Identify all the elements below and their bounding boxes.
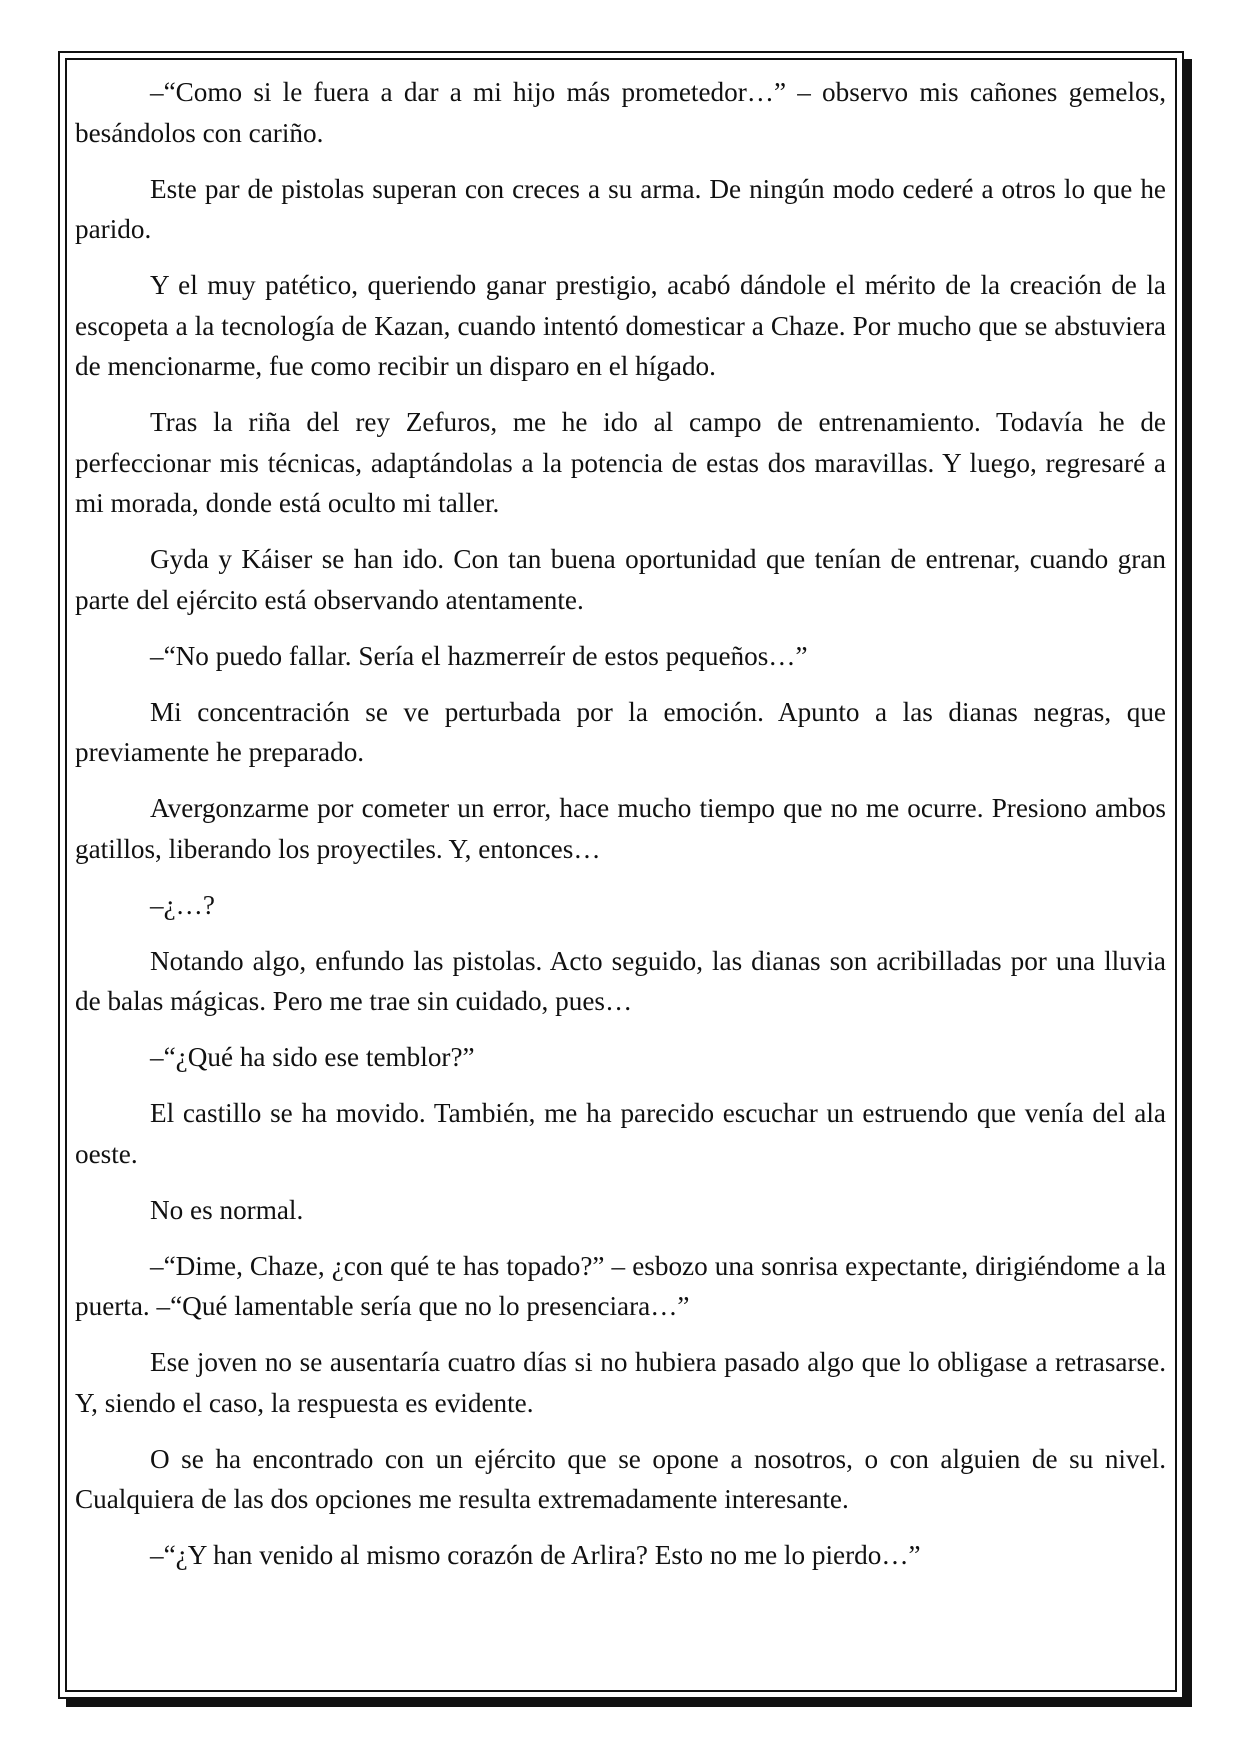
paragraph-13: No es normal. [150,1194,304,1225]
paragraph-17: –“¿Y han venido al mismo corazón de Arlira? Esto no me lo pierdo…” [150,1540,921,1570]
paragraph-16: O se ha encontrado con un ejército que se opone a nosotros, o con alguien de su nivel. Cualquiera de las dos opciones me resulta extremadamente interesante. [75,1443,1166,1514]
paragraph-8: Avergonzarme por cometer un error, hace mucho tiempo que no me ocurre. Presiono ambos gatillos, liberando los proyectiles. Y, entonces… [75,793,1166,864]
paragraph-3: Y el muy patético, queriendo ganar prestigio, acabó dándole el mérito de la creación de la escopeta a la tecnología de Kazan, cuando intentó domesticar a Chaze. Por mucho que se abstuviera de mencionarme, fue como recibir un disparo en el hígado. [75,270,1166,381]
paragraph-11: –“¿Qué ha sido ese temblor?” [150,1042,475,1072]
paragraph-12: El castillo se ha movido. También, me ha parecido escuchar un estruendo que venía del ala oeste. [75,1098,1166,1169]
paragraph-5: Gyda y Káiser se han ido. Con tan buena oportunidad que tenían de entrenar, cuando gran parte del ejército está observando atentamente. [75,544,1166,615]
paragraph-2: Este par de pistolas superan con creces a su arma. De ningún modo cederé a otros lo que he parido. [75,173,1166,244]
paragraph-9: –¿…? [150,889,215,920]
paragraph-6: –“No puedo fallar. Sería el hazmerreír de estos pequeños…” [150,640,808,671]
paragraph-7: Mi concentración se ve perturbada por la emoción. Apunto a las dianas negras, que previamente he preparado. [75,696,1166,767]
paragraph-4: Tras la riña del rey Zefuros, me he ido al campo de entrenamiento. Todavía he de perfeccionar mis técnicas, adaptándolas a la potencia de estas dos maravillas. Y luego, regresaré a mi morada, donde está oculto mi taller. [75,407,1166,518]
paragraph-14: –“Dime, Chaze, ¿con qué te has topado?” – esbozo una sonrisa expectante, dirigiéndome a la puerta. –“Qué lamentable sería que no lo presenciara…” [75,1250,1166,1321]
paragraph-15: Ese joven no se ausentaría cuatro días si no hubiera pasado algo que lo obligase a retrasarse. Y, siendo el caso, la respuesta es evidente. [75,1347,1166,1418]
text-body [75,72,1166,1591]
paragraph-10: Notando algo, enfundo las pistolas. Acto seguido, las dianas son acribilladas por una lluvia de balas mágicas. Pero me trae sin cuidado, pues… [75,945,1166,1016]
paragraph-1: –“Como si le fuera a dar a mi hijo más prometedor…” – observo mis cañones gemelos, besándolos con cariño. [75,77,1166,148]
